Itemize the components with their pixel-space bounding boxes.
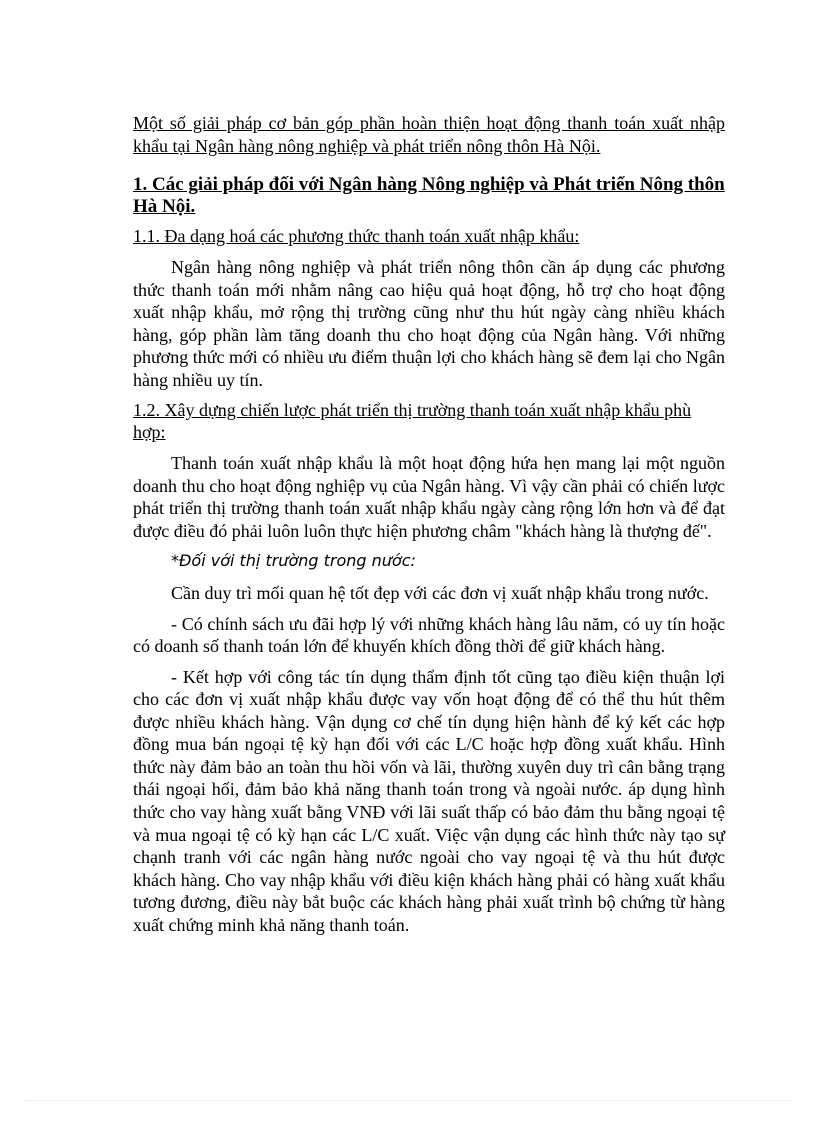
page-footer-divider bbox=[24, 1100, 792, 1101]
section-1-heading: 1. Các giải pháp đối với Ngân hàng Nông nghiệp và Phát triển Nông thôn Hà Nội. bbox=[133, 174, 725, 217]
section-1-1-heading: 1.1. Đa dạng hoá các phương thức thanh toán xuất nhập khẩu: bbox=[133, 226, 580, 246]
policy-bullet-2: - Kết hợp với công tác tín dụng thẩm định tốt cũng tạo điều kiện thuận lợi cho các đơn vị xuất nhập khẩu được vay vốn hoạt động để có thể thu hút thêm được nhiều khách hàng. Vận dụng cơ chế tín dụng hiện hành để ký kết các hợp đồng mua bán ngoại tệ kỳ hạn đối với các L/C hoặc hợp đồng xuất khẩu. Hình thức này đảm bảo an toàn thu hồi vốn và lãi, thường xuyên duy trì cân bằng trạng thái ngoại hối, đảm bảo khả năng thanh toán trong và ngoài nước. áp dụng hình thức cho vay hàng xuất bằng VNĐ với lãi suất thấp có bảo đảm thu bằng ngoại tệ và mua ngoại tệ có kỳ hạn các L/C xuất. Việc vận dụng các hình thức này tạo sự chạnh tranh với các ngân hàng nước ngoài cho vay ngoại tệ và thu hút được khách hàng. Cho vay nhập khẩu với điều kiện khách hàng phải có hàng xuất khẩu tương đương, điều này bắt buộc các khách hàng phải xuất trình bộ chứng từ hàng xuất chứng minh khả năng thanh toán. bbox=[133, 666, 725, 936]
section-1-1-paragraph: Ngân hàng nông nghiệp và phát triển nông thôn cần áp dụng các phương thức thanh toán mới nhằm nâng cao hiệu quả hoạt động, hỗ trợ cho hoạt động xuất nhập khẩu, mở rộng thị trường cũng như thu hút ngày càng nhiều khách hàng, góp phần làm tăng doanh thu cho hoạt động của Ngân hàng. Với những phương thức mới có nhiều ưu điểm thuận lợi cho khách hàng sẽ đem lại cho Ngân hàng nhiều uy tín. bbox=[133, 257, 725, 390]
document-title: Một số giải pháp cơ bản góp phần hoàn thiện hoạt động thanh toán xuất nhập khẩu tại Ngân hàng nông nghiệp và phát triển nông thôn Hà Nội. bbox=[133, 113, 725, 156]
domestic-market-heading: *Đối với thị trường trong nước: bbox=[171, 551, 416, 570]
policy-bullet-1: - Có chính sách ưu đãi hợp lý với những khách hàng lâu năm, có uy tín hoặc có doanh số thanh toán lớn để khuyến khích đồng thời để giữ khách hàng. bbox=[133, 613, 725, 656]
document-page bbox=[133, 112, 725, 937]
section-1-2-paragraph: Thanh toán xuất nhập khẩu là một hoạt động hứa hẹn mang lại một nguồn doanh thu cho hoạt động nghiệp vụ của Ngân hàng. Vì vậy cần phải có chiến lược phát triển thị trường thanh toán xuất nhập khẩu ngày càng rộng lớn hơn và để đạt được điều đó phải luôn luôn thực hiện phương châm "khách hàng là thượng đế". bbox=[133, 453, 725, 541]
domestic-intro-paragraph: Cần duy trì mối quan hệ tốt đẹp với các đơn vị xuất nhập khẩu trong nước. bbox=[171, 583, 709, 603]
section-1-2-heading: 1.2. Xây dựng chiến lược phát triển thị trường thanh toán xuất nhập khẩu phù hợp: bbox=[133, 400, 692, 442]
